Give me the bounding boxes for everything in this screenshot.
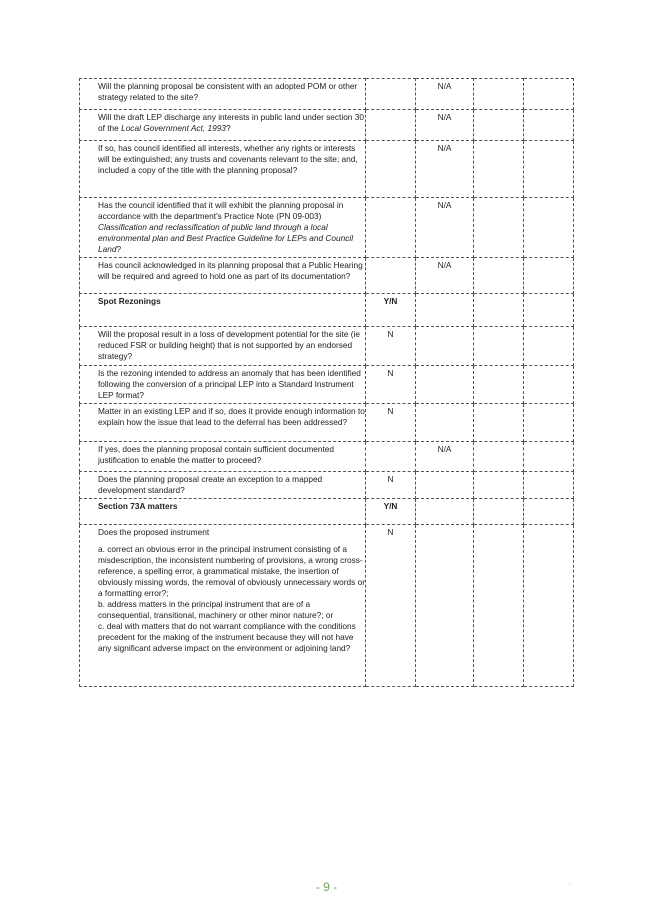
yn-cell: N: [366, 327, 416, 366]
question-text: [98, 112, 365, 134]
na-cell: N/A: [416, 442, 474, 472]
na-cell: N/A: [416, 110, 474, 141]
section-header-row: [80, 294, 574, 327]
checklist-table: [79, 78, 574, 687]
question-text-part: Has the council identified that it will exhibit the planning proposal in accordance with the department's Practice Note (PN 09-003): [98, 200, 344, 221]
na-cell: [416, 499, 474, 525]
yn-cell: N: [366, 472, 416, 499]
empty-cell: [474, 472, 524, 499]
question-cell: [80, 198, 366, 258]
na-cell: N/A: [416, 79, 474, 110]
empty-cell: [524, 442, 574, 472]
question-text: [98, 621, 365, 654]
yn-cell: [366, 141, 416, 198]
page-number: - 9 -: [315, 880, 338, 894]
empty-cell: [474, 327, 524, 366]
table-row: [80, 366, 574, 404]
question-text-part: a. correct an obvious error in the principal instrument consisting of a misdescription, the inconsistent numbering of provisions, a wrong cross-reference, a spelling error, a grammatical mistake, the insertion of obviously missing words, the removal of obviously unnecessary words or a formatting error?;: [98, 544, 365, 598]
table-row: [80, 404, 574, 442]
section-header-row: [80, 499, 574, 525]
na-cell: N/A: [416, 258, 474, 294]
question-text-part: Does the planning proposal create an exception to a mapped development standard?: [98, 474, 323, 495]
na-cell: [416, 472, 474, 499]
empty-cell: [474, 404, 524, 442]
na-cell: [416, 294, 474, 327]
yn-cell: [366, 79, 416, 110]
yn-cell: [366, 258, 416, 294]
yn-cell: N: [366, 404, 416, 442]
question-text: [98, 260, 365, 282]
question-text: [98, 368, 365, 401]
question-text-part: If so, has council identified all interests, whether any rights or interests will be extinguished; any trusts and covenants relevant to the site; and, included a copy of the title with the planning proposal?: [98, 143, 358, 175]
table-row: [80, 198, 574, 258]
question-text: [98, 527, 365, 538]
yn-cell: [366, 442, 416, 472]
question-text-part: If yes, does the planning proposal contain sufficient documented justification to enable the matter to proceed?: [98, 444, 335, 465]
question-text: [98, 81, 365, 103]
question-text-part: b. address matters in the principal instrument that are of a consequential, transitional, machinery or other minor nature?; or: [98, 599, 334, 620]
empty-cell: [474, 141, 524, 198]
yn-header: Y/N: [366, 294, 416, 327]
question-text-suffix: ?: [225, 123, 231, 133]
na-cell: [416, 327, 474, 366]
na-cell: N/A: [416, 198, 474, 258]
empty-cell: [524, 294, 574, 327]
question-cell: [80, 258, 366, 294]
empty-cell: [474, 366, 524, 404]
empty-cell: [474, 110, 524, 141]
question-cell: [80, 442, 366, 472]
yn-cell: N: [366, 366, 416, 404]
table-row: [80, 472, 574, 499]
question-cell: [80, 472, 366, 499]
empty-cell: [474, 442, 524, 472]
empty-cell: [524, 110, 574, 141]
question-text: [98, 544, 365, 599]
question-text: [98, 143, 365, 176]
na-cell: [416, 404, 474, 442]
question-text-part: Has council acknowledged in its planning proposal that a Public Hearing will be required and agreed to hold one as part of its documentation?: [98, 260, 363, 281]
empty-cell: [524, 327, 574, 366]
table-row: [80, 110, 574, 141]
question-cell: [80, 404, 366, 442]
question-text-part: c. deal with matters that do not warrant compliance with the conditions precedent for the making of the instrument because they will not have any significant adverse impact on the environment or adjoining land?: [98, 621, 356, 653]
empty-cell: [524, 79, 574, 110]
empty-cell: [524, 198, 574, 258]
empty-cell: [474, 294, 524, 327]
question-text-suffix: ?: [116, 244, 122, 254]
table-row: [80, 258, 574, 294]
question-cell: [80, 525, 366, 687]
question-cell: [80, 366, 366, 404]
empty-cell: [474, 198, 524, 258]
na-cell: N/A: [416, 141, 474, 198]
section-header: Spot Rezonings: [80, 294, 366, 327]
section-header: Section 73A matters: [80, 499, 366, 525]
question-text-part: Does the proposed instrument: [98, 527, 210, 537]
na-cell: [416, 525, 474, 687]
table-row: [80, 327, 574, 366]
empty-cell: [474, 525, 524, 687]
empty-cell: [524, 258, 574, 294]
empty-cell: [524, 141, 574, 198]
empty-cell: [524, 366, 574, 404]
question-text-part: Will the draft LEP discharge any interests in public land under section 30 of the: [98, 112, 364, 133]
question-cell: [80, 110, 366, 141]
question-cell: [80, 141, 366, 198]
question-text: [98, 329, 365, 362]
question-text: [98, 200, 365, 255]
question-text-part: Is the rezoning intended to address an anomaly that has been identified following the conversion of a principal LEP into a Standard Instrument LEP format?: [98, 368, 361, 400]
empty-cell: [524, 499, 574, 525]
question-cell: [80, 327, 366, 366]
question-text: [98, 444, 365, 466]
table-row: [80, 79, 574, 110]
table-row: [80, 525, 574, 687]
na-cell: [416, 366, 474, 404]
question-text-part: Will the planning proposal be consistent with an adopted POM or other strategy related to the site?: [98, 81, 358, 102]
question-text-italic: Classification and reclassification of public land through a local environmental plan and Best Practice Guideline for LEPs and Council Land: [98, 222, 354, 254]
corner-mark: .: [569, 880, 571, 886]
question-text: [98, 599, 365, 621]
question-text-part: Matter in an existing LEP and if so, does it provide enough information to explain how the issue that lead to the deferral has been addressed?: [98, 406, 365, 427]
yn-header: Y/N: [366, 499, 416, 525]
question-text: [98, 474, 365, 496]
question-text-part: Will the proposal result in a loss of development potential for the site (ie reduced FSR or building height) that is not supported by an endorsed strategy?: [98, 329, 360, 361]
empty-cell: [474, 79, 524, 110]
question-text: [98, 406, 365, 428]
table-row: [80, 141, 574, 198]
yn-cell: [366, 198, 416, 258]
empty-cell: [524, 472, 574, 499]
table-row: [80, 442, 574, 472]
yn-cell: N: [366, 525, 416, 687]
empty-cell: [474, 258, 524, 294]
question-cell: [80, 79, 366, 110]
empty-cell: [474, 499, 524, 525]
yn-cell: [366, 110, 416, 141]
question-text-italic: Local Government Act, 1993: [121, 123, 226, 133]
empty-cell: [524, 404, 574, 442]
empty-cell: [524, 525, 574, 687]
